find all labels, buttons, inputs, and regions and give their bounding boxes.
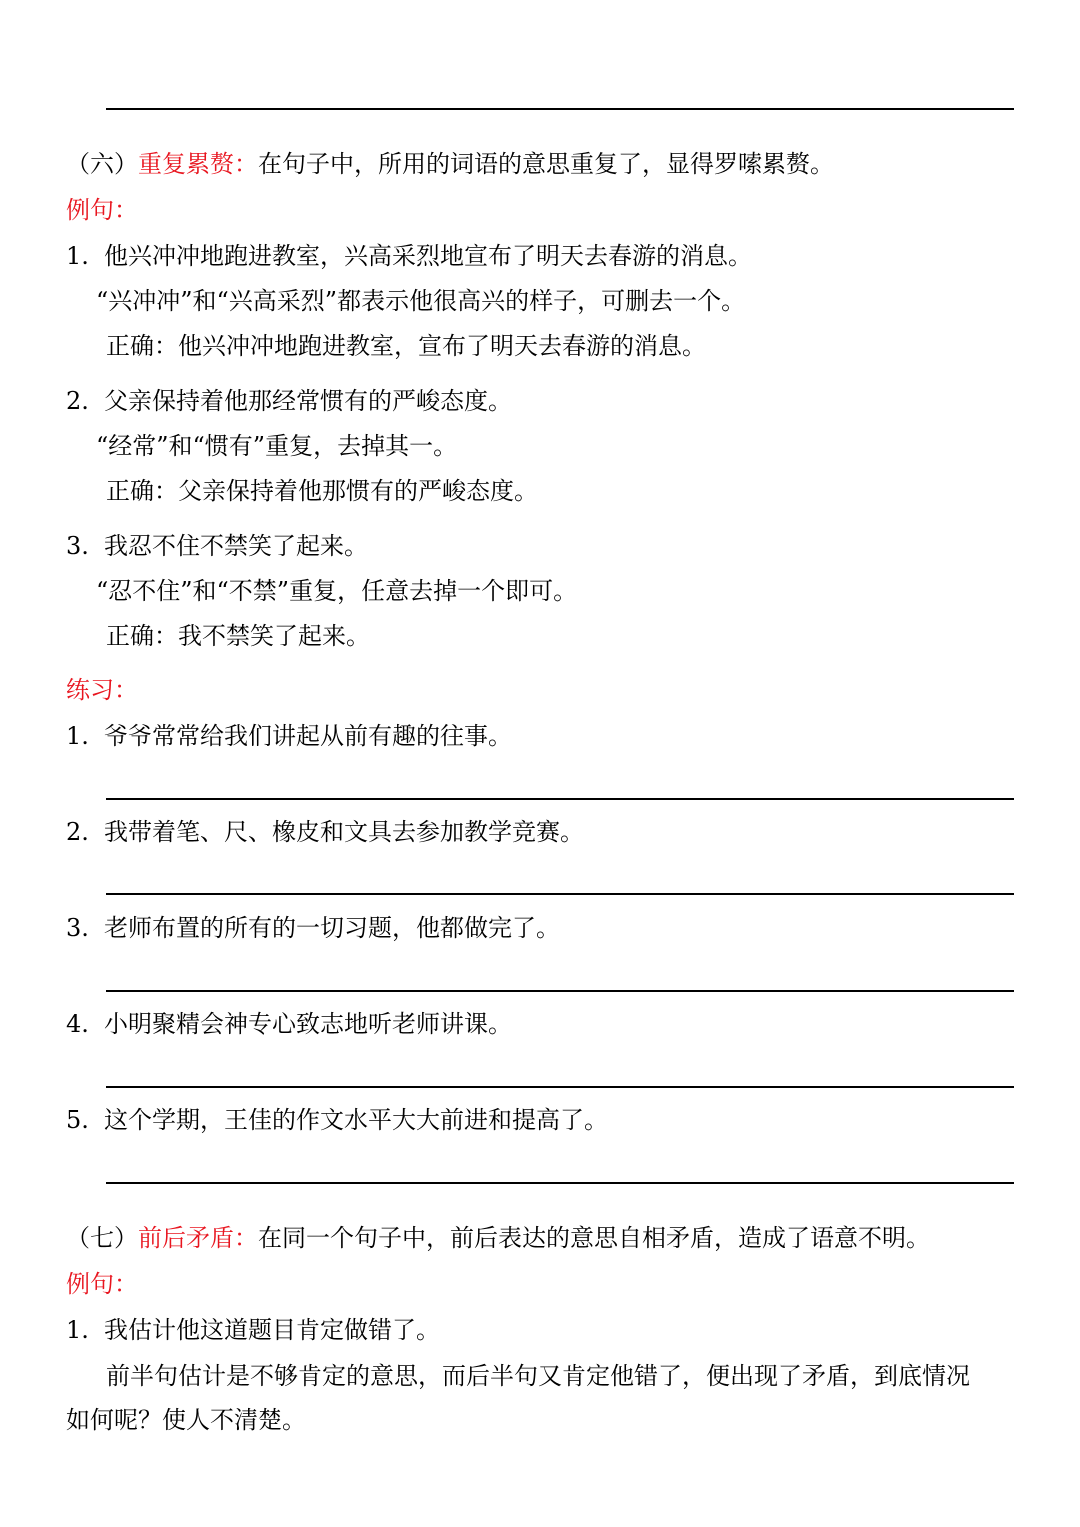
example-sentence: 3. 我忍不住不禁笑了起来。 [66,532,368,560]
example-sentence: 1. 我估计他这道题目肯定做错了。 [66,1316,440,1344]
section-prefix: （六） [66,150,138,178]
example-explanation: “经常”和“惯有”重复，去掉其一。 [96,432,458,460]
section-description: 在同一个句子中，前后表达的意思自相矛盾，造成了语意不明。 [258,1224,930,1252]
answer-line[interactable] [106,798,1014,800]
example-label: 例句： [66,1270,138,1298]
practice-item: 1. 爷爷常常给我们讲起从前有趣的往事。 [66,722,512,750]
practice-label: 练习： [66,676,138,704]
example-label: 例句： [66,196,138,224]
example-sentence: 2. 父亲保持着他那经常惯有的严峻态度。 [66,387,512,415]
example-explanation: 前半句估计是不够肯定的意思，而后半句又肯定他错了，便出现了矛盾，到底情况 [106,1362,970,1390]
answer-line [106,108,1014,110]
practice-item: 4. 小明聚精会神专心致志地听老师讲课。 [66,1010,512,1038]
example-explanation: “兴冲冲”和“兴高采烈”都表示他很高兴的样子，可删去一个。 [96,287,746,315]
example-correct: 正确：我不禁笑了起来。 [106,622,370,650]
practice-item: 2. 我带着笔、尺、橡皮和文具去参加教学竞赛。 [66,818,584,846]
example-explanation: 如何呢？使人不清楚。 [66,1406,306,1434]
section-heading-6 [66,148,834,180]
answer-line[interactable] [106,990,1014,992]
example-correct: 正确：父亲保持着他那惯有的严峻态度。 [106,477,538,505]
practice-item: 5. 这个学期，王佳的作文水平大大前进和提高了。 [66,1106,608,1134]
section-title: 重复累赘： [138,150,258,178]
section-prefix: （七） [66,1224,138,1252]
answer-line[interactable] [106,1086,1014,1088]
example-sentence: 1. 他兴冲冲地跑进教室，兴高采烈地宣布了明天去春游的消息。 [66,242,752,270]
section-description: 在句子中，所用的词语的意思重复了，显得罗嗦累赘。 [258,150,834,178]
answer-line[interactable] [106,893,1014,895]
section-title: 前后矛盾： [138,1224,258,1252]
practice-item: 3. 老师布置的所有的一切习题，他都做完了。 [66,914,560,942]
example-correct: 正确：他兴冲冲地跑进教室，宣布了明天去春游的消息。 [106,332,706,360]
section-heading-7 [66,1222,930,1254]
answer-line[interactable] [106,1182,1014,1184]
example-explanation: “忍不住”和“不禁”重复，任意去掉一个即可。 [96,577,578,605]
